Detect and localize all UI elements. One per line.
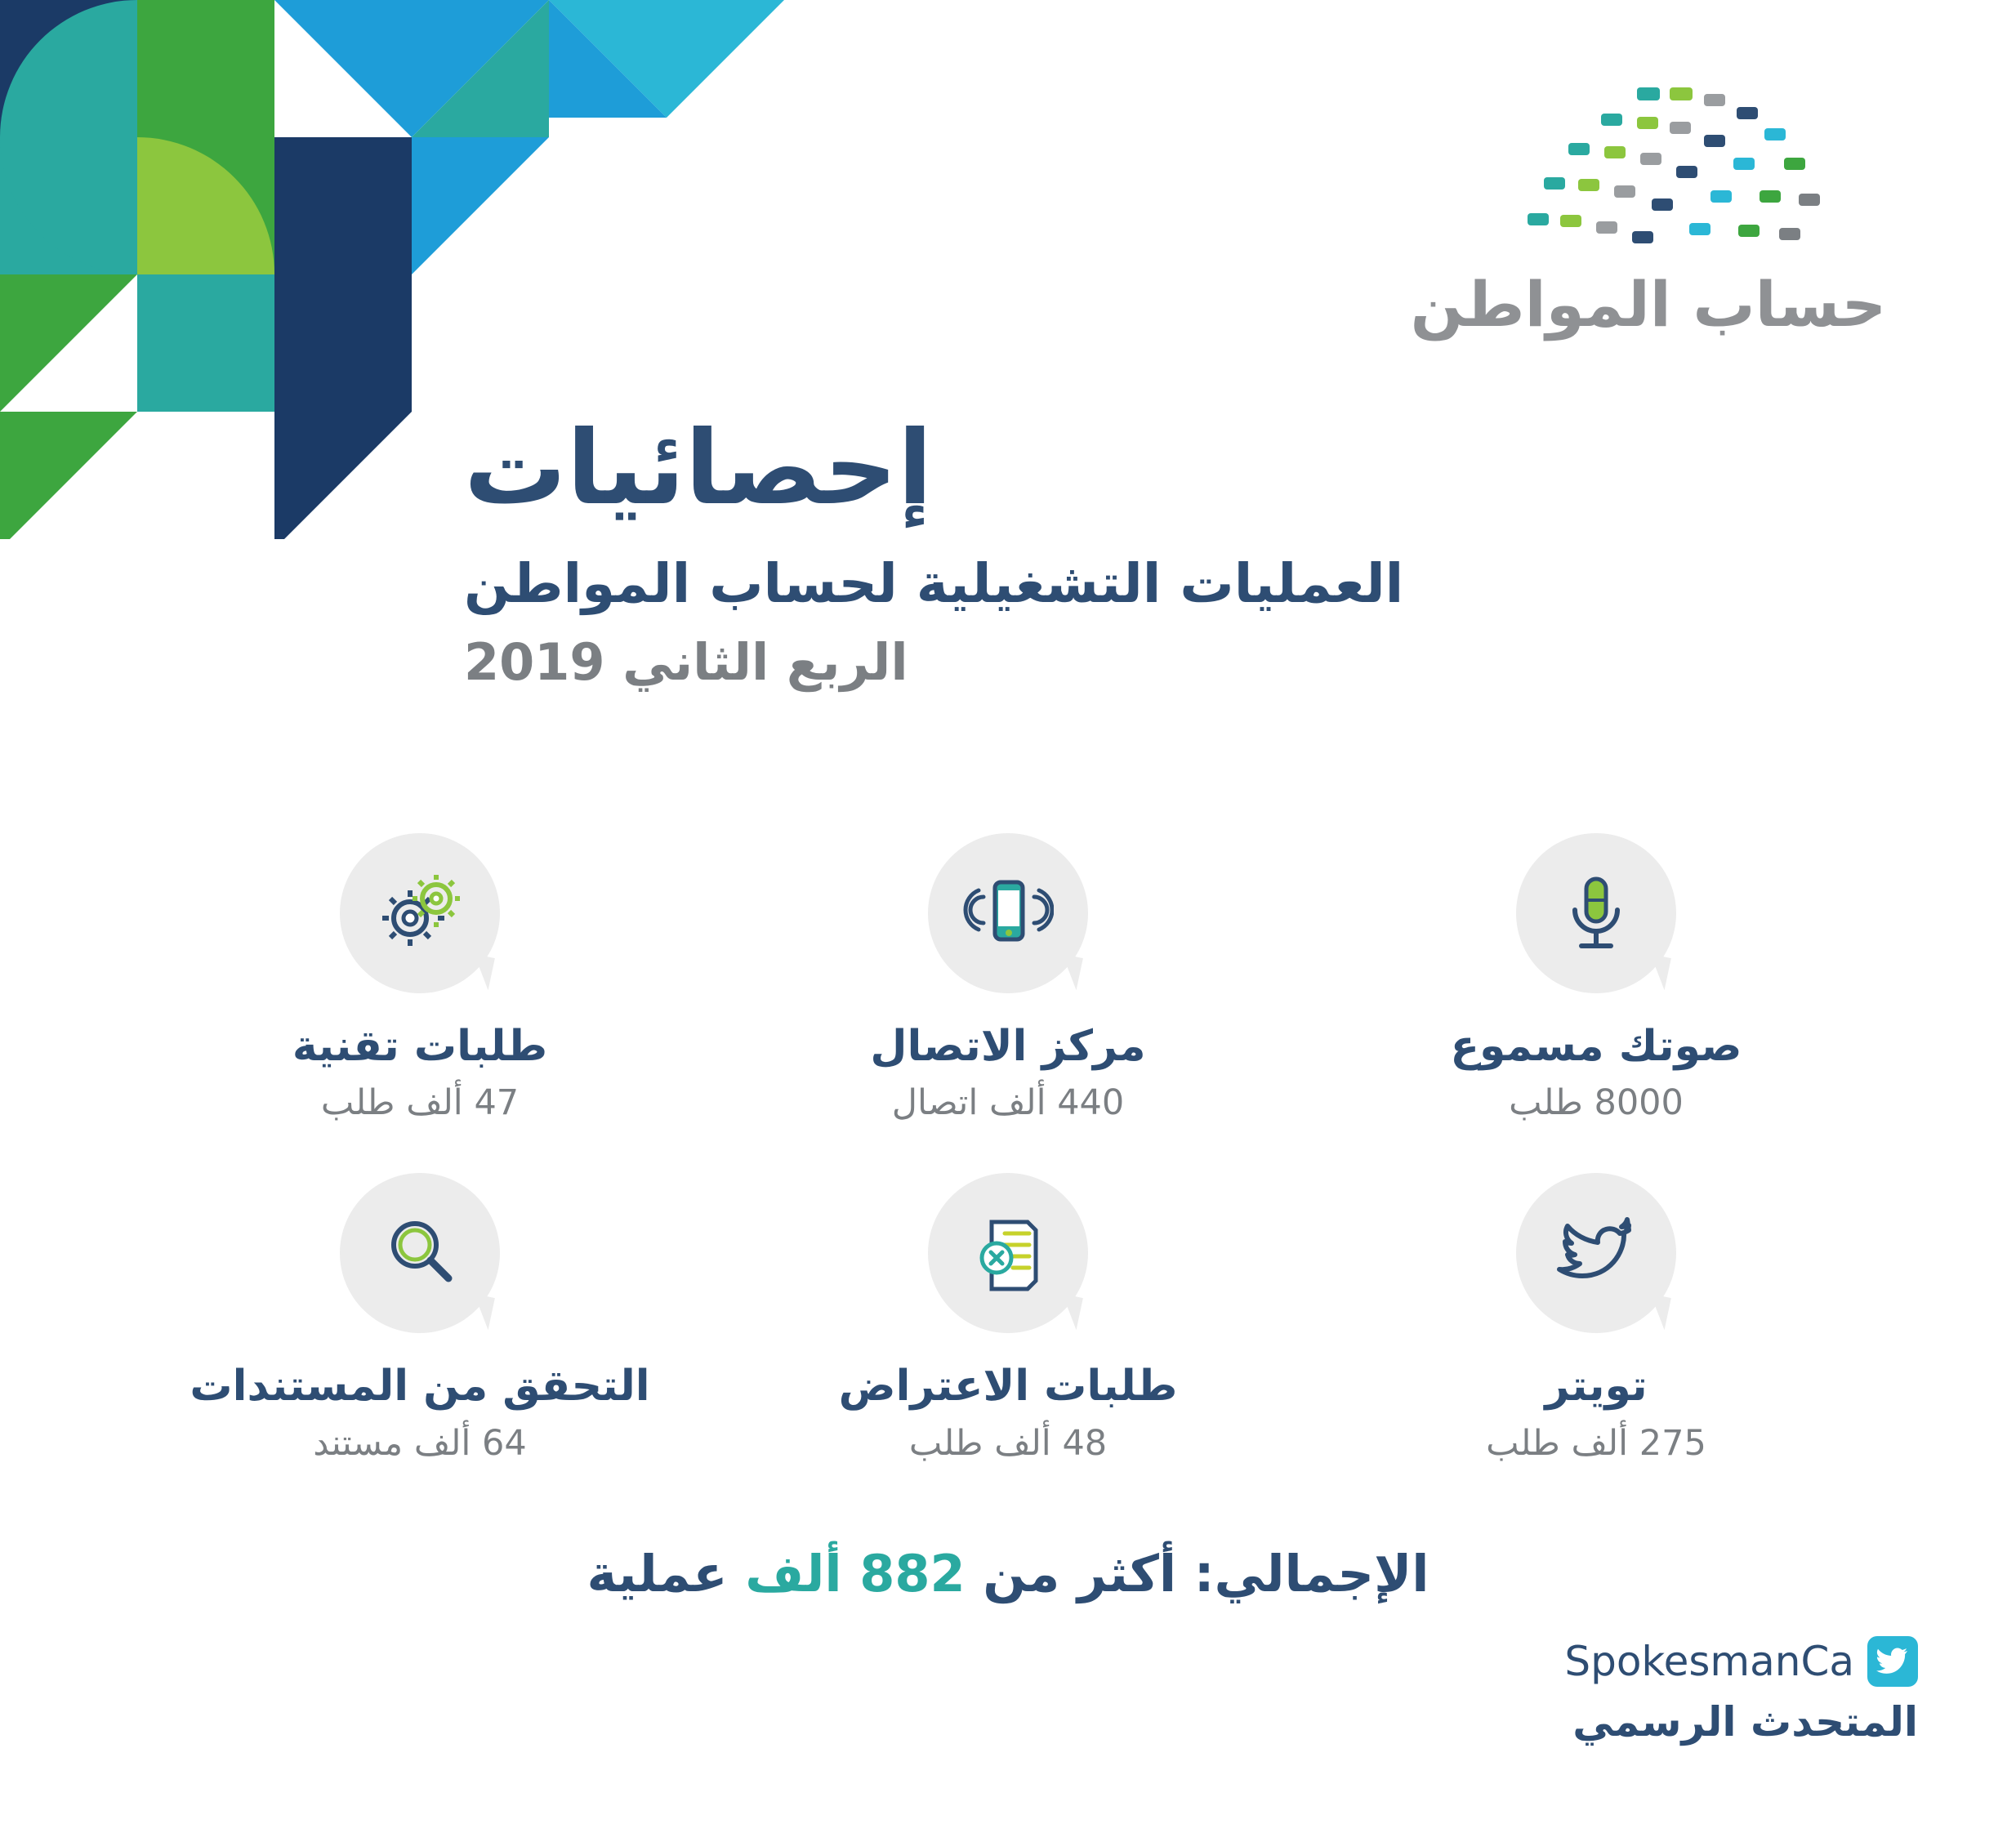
headline-block <box>464 408 1902 695</box>
stat-icon-bubble <box>340 1173 500 1333</box>
stat-value: 48 ألف طلب <box>908 1422 1108 1464</box>
page-title: إحصائيات <box>464 409 933 528</box>
stat-value: 64 ألف مستند <box>313 1422 527 1464</box>
footer-role-label: المتحدث الرسمي <box>1572 1698 1918 1746</box>
logo-arch-icon <box>1395 78 1902 265</box>
stat-card-objection-requests <box>714 1173 1302 1465</box>
total-prefix: الإجمالي: أكثر من <box>965 1544 1429 1603</box>
stat-value: 47 ألف طلب <box>320 1082 520 1124</box>
microphone-icon <box>1550 867 1642 959</box>
stats-row-1 <box>0 833 2016 1126</box>
stat-value: 8000 طلب <box>1509 1082 1684 1124</box>
stats-row-2 <box>0 1173 2016 1465</box>
page-period: الربع الثاني 2019 <box>464 631 908 692</box>
logo-wordmark: حساب المواطن <box>1410 268 1887 341</box>
twitter-handle-row[interactable] <box>1564 1636 1918 1687</box>
stat-title: طلبات الاعتراض <box>838 1362 1178 1411</box>
stat-value: 440 ألف اتصال <box>891 1082 1125 1124</box>
brand-logo <box>1395 78 1902 339</box>
footer-block <box>1564 1636 1918 1746</box>
stats-grid <box>0 833 2016 1465</box>
stat-title: طلبات تقنية <box>292 1022 548 1071</box>
stat-card-technical-requests <box>126 833 714 1126</box>
gears-icon <box>374 867 466 959</box>
stat-title: تويتر <box>1545 1362 1648 1411</box>
total-highlight: 882 ألف <box>745 1544 966 1603</box>
stat-icon-bubble <box>928 1173 1088 1333</box>
stat-card-document-verification <box>126 1173 714 1465</box>
stat-value: 275 ألف طلب <box>1486 1422 1706 1464</box>
stat-card-call-center <box>714 833 1302 1126</box>
stat-title: التحقق من المستندات <box>190 1362 650 1411</box>
stat-title: مركز الاتصال <box>870 1022 1146 1071</box>
twitter-handle-text: SpokesmanCa <box>1564 1638 1854 1685</box>
stat-icon-bubble <box>1516 1173 1676 1333</box>
stat-card-twitter <box>1302 1173 1890 1465</box>
twitter-bird-icon <box>1550 1207 1642 1299</box>
stat-card-voice <box>1302 833 1890 1126</box>
page-subtitle: العمليات التشغيلية لحساب المواطن <box>464 551 1404 615</box>
document-reject-icon <box>962 1207 1054 1299</box>
total-suffix: عملية <box>587 1544 746 1603</box>
stat-icon-bubble <box>340 833 500 993</box>
stat-icon-bubble <box>928 833 1088 993</box>
total-line <box>0 1544 2016 1603</box>
mobile-phone-icon <box>962 867 1054 959</box>
stat-icon-bubble <box>1516 833 1676 993</box>
magnifier-icon <box>374 1207 466 1299</box>
stat-title: صوتك مسموع <box>1450 1022 1742 1071</box>
twitter-bird-icon <box>1867 1636 1918 1687</box>
